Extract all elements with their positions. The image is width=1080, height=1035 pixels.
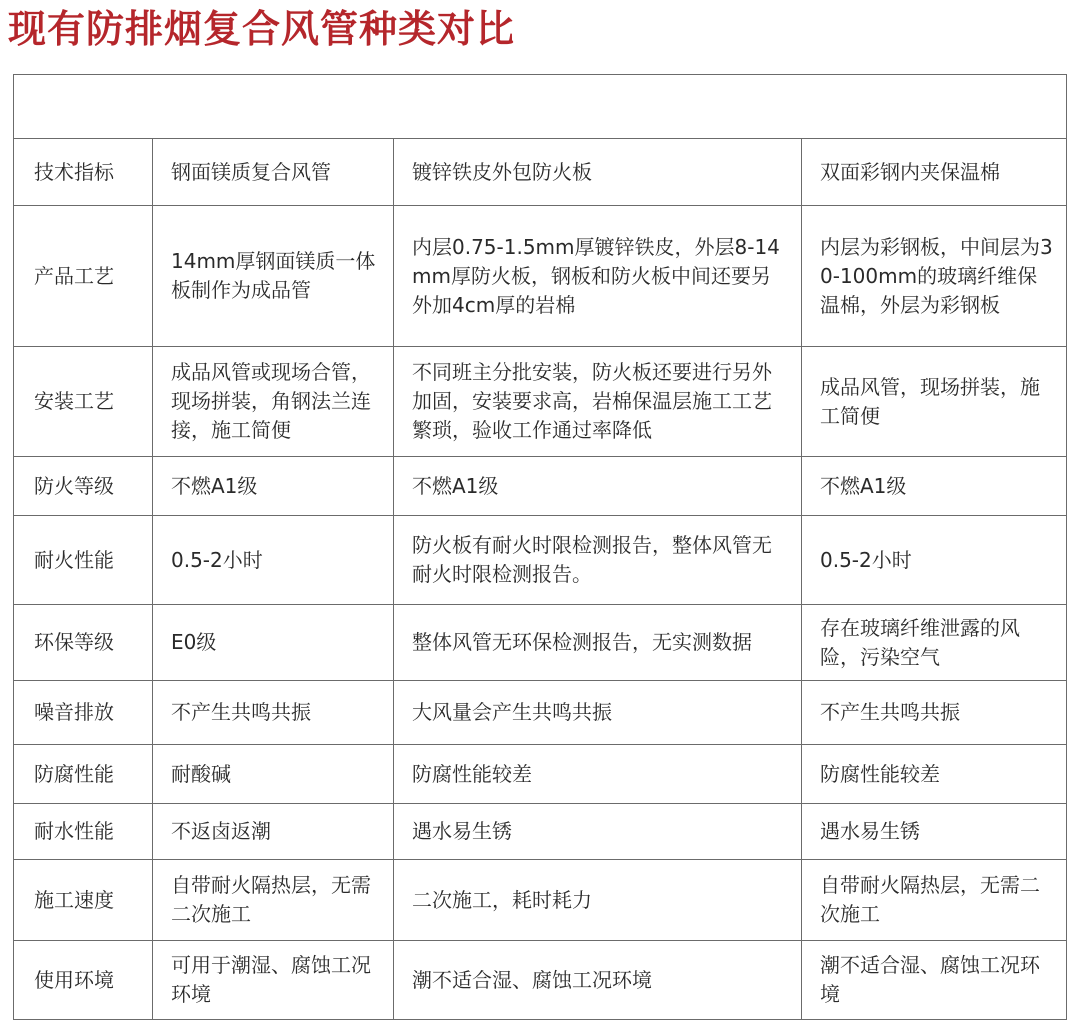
cell-col2: 整体风管无环保检测报告，无实测数据	[394, 605, 802, 681]
table-row	[14, 745, 1067, 804]
row-label: 施工速度	[14, 860, 153, 941]
cell-col2: 不同班主分批安装，防火板还要进行另外加固，安装要求高，岩棉保温层施工工艺繁琐，验收工作通过率降低	[394, 347, 802, 457]
cell-col1: 14mm厚钢面镁质一体板制作为成品管	[153, 206, 394, 347]
cell-col1: 0.5-2小时	[153, 516, 394, 605]
table-row	[14, 347, 1067, 457]
cell-col1: 不燃A1级	[153, 457, 394, 516]
cell-col2: 二次施工，耗时耗力	[394, 860, 802, 941]
row-label: 防腐性能	[14, 745, 153, 804]
row-label: 噪音排放	[14, 681, 153, 745]
cell-col3: 潮不适合湿、腐蚀工况环境	[802, 941, 1067, 1020]
header-col1: 钢面镁质复合风管	[153, 139, 394, 206]
comparison-table	[13, 74, 1067, 1020]
cell-col3: 防腐性能较差	[802, 745, 1067, 804]
table-row	[14, 941, 1067, 1020]
cell-col1: E0级	[153, 605, 394, 681]
header-indicator: 技术指标	[14, 139, 153, 206]
cell-col1: 不产生共鸣共振	[153, 681, 394, 745]
cell-col2: 遇水易生锈	[394, 804, 802, 860]
table-row	[14, 860, 1067, 941]
row-label: 使用环境	[14, 941, 153, 1020]
cell-col3: 内层为彩钢板，中间层为30-100mm的玻璃纤维保温棉，外层为彩钢板	[802, 206, 1067, 347]
cell-col3: 存在玻璃纤维泄露的风险，污染空气	[802, 605, 1067, 681]
cell-col1: 耐酸碱	[153, 745, 394, 804]
row-label: 安装工艺	[14, 347, 153, 457]
cell-col3: 遇水易生锈	[802, 804, 1067, 860]
table-caption-row	[14, 75, 1067, 139]
cell-col3: 成品风管，现场拼装，施工简便	[802, 347, 1067, 457]
row-label: 产品工艺	[14, 206, 153, 347]
empty-caption-cell	[14, 75, 1067, 139]
table-row	[14, 605, 1067, 681]
row-label: 环保等级	[14, 605, 153, 681]
cell-col3: 不燃A1级	[802, 457, 1067, 516]
page-title: 现有防排烟复合风管种类对比	[8, 7, 516, 51]
cell-col1: 成品风管或现场合管，现场拼装，角钢法兰连接，施工简便	[153, 347, 394, 457]
cell-col2: 内层0.75-1.5mm厚镀锌铁皮，外层8-14mm厚防火板，钢板和防火板中间还要另外加4cm厚的岩棉	[394, 206, 802, 347]
cell-col2: 防火板有耐火时限检测报告，整体风管无耐火时限检测报告。	[394, 516, 802, 605]
table-row	[14, 804, 1067, 860]
table-header-row	[14, 139, 1067, 206]
cell-col1: 不返卤返潮	[153, 804, 394, 860]
cell-col3: 0.5-2小时	[802, 516, 1067, 605]
header-col3: 双面彩钢内夹保温棉	[802, 139, 1067, 206]
table-row	[14, 206, 1067, 347]
cell-col3: 不产生共鸣共振	[802, 681, 1067, 745]
row-label: 防火等级	[14, 457, 153, 516]
cell-col1: 自带耐火隔热层，无需二次施工	[153, 860, 394, 941]
cell-col2: 防腐性能较差	[394, 745, 802, 804]
header-col2: 镀锌铁皮外包防火板	[394, 139, 802, 206]
row-label: 耐水性能	[14, 804, 153, 860]
cell-col1: 可用于潮湿、腐蚀工况环境	[153, 941, 394, 1020]
table-row	[14, 681, 1067, 745]
table-row	[14, 516, 1067, 605]
row-label: 耐火性能	[14, 516, 153, 605]
table-row	[14, 457, 1067, 516]
cell-col2: 不燃A1级	[394, 457, 802, 516]
cell-col3: 自带耐火隔热层，无需二次施工	[802, 860, 1067, 941]
cell-col2: 大风量会产生共鸣共振	[394, 681, 802, 745]
cell-col2: 潮不适合湿、腐蚀工况环境	[394, 941, 802, 1020]
